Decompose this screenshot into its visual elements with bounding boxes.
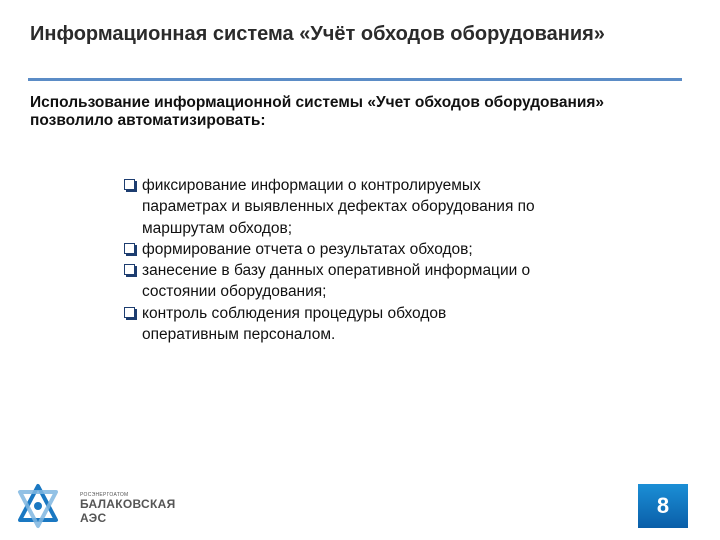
bullet-item: [124, 260, 544, 303]
intro-text: Использование информационной системы «Учет обходов оборудования» позволило автоматизировать:: [30, 94, 605, 129]
title-divider: [28, 78, 682, 81]
page-number: 8: [656, 493, 670, 518]
bullet-item: [124, 303, 544, 346]
checkbox-bullet-icon: [124, 307, 135, 318]
checkbox-bullet-icon: [124, 264, 135, 275]
page-number-badge: [638, 484, 688, 528]
bullet-item: [124, 175, 544, 239]
logo-name-line2: АЭС: [80, 511, 107, 525]
bullet-item: [124, 239, 544, 260]
logo-top-text: РОСЭНЕРГОАТОМ: [80, 492, 129, 498]
atom-logo-icon: [14, 482, 62, 530]
bullet-list: [124, 175, 544, 345]
bullet-text: формирование отчета о результатах обходов;: [142, 240, 473, 258]
bullet-text: фиксирование информации о контролируемых параметрах и выявленных дефектах оборудования по маршрутам обходов;: [142, 177, 535, 237]
checkbox-bullet-icon: [124, 243, 135, 254]
company-logo: [14, 478, 174, 532]
logo-name-line1: БАЛАКОВСКАЯ: [80, 497, 176, 511]
slide-title: Информационная система «Учёт обходов оборудования»: [30, 23, 605, 45]
checkbox-bullet-icon: [124, 179, 135, 190]
bullet-text: контроль соблюдения процедуры обходов оперативным персоналом.: [142, 304, 447, 344]
bullet-text: занесение в базу данных оперативной информации о состоянии оборудования;: [142, 262, 531, 301]
